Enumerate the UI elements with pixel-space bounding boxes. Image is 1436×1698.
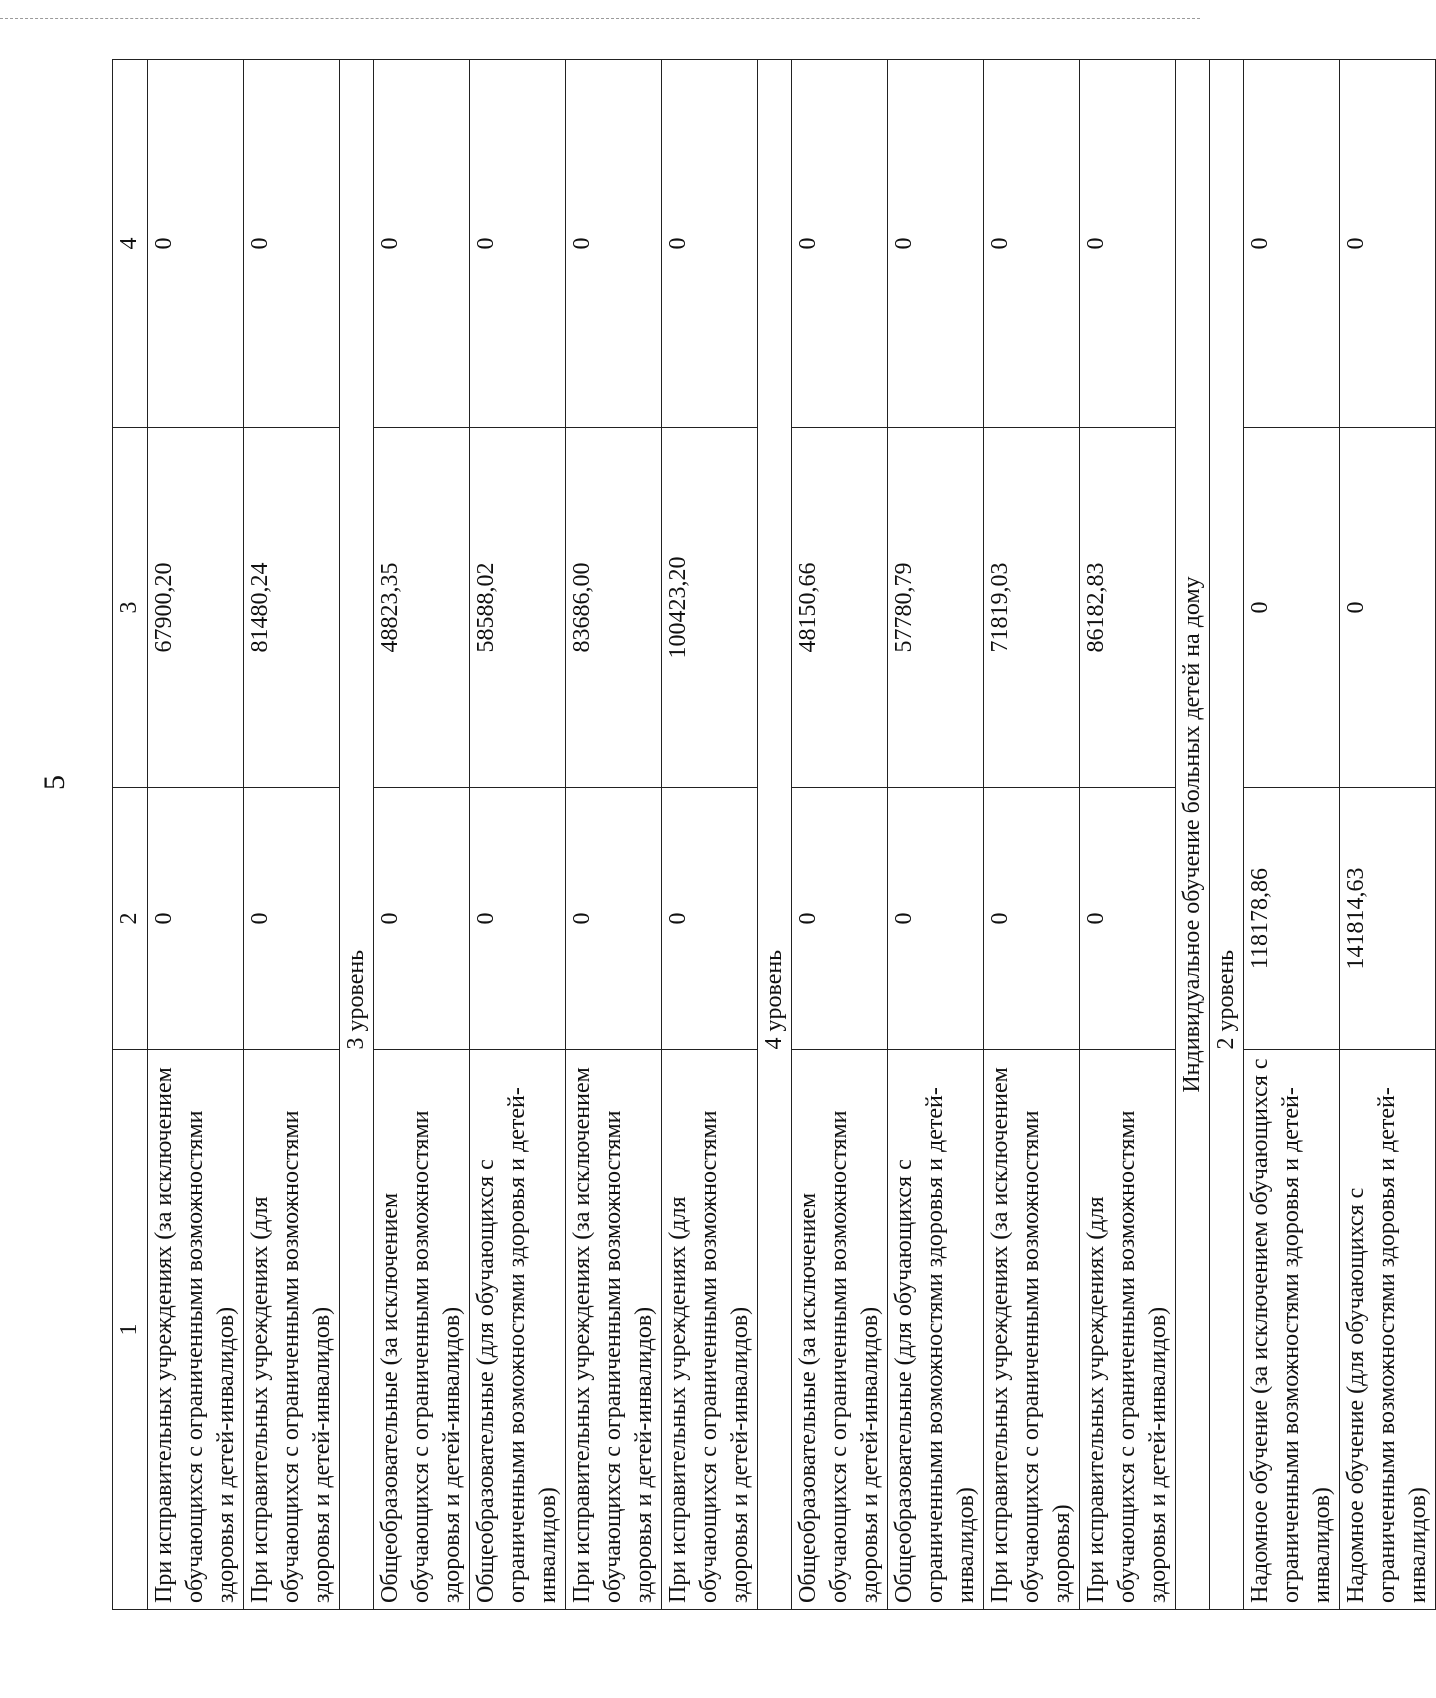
table-row <box>1080 60 1176 1610</box>
rotated-table-container <box>112 60 1431 1610</box>
value-cell-col4: 0 <box>888 60 984 428</box>
category-label-cell: Индивидуальное обучение больных детей на дому <box>1176 60 1210 1610</box>
row-label-cell: Общеобразовательные (за исключением обучающихся с ограниченными возможностями здоровья и детей-инвалидов) <box>374 1050 470 1610</box>
table-row <box>888 60 984 1610</box>
value-cell-col2: 0 <box>148 788 244 1050</box>
table-body <box>113 60 1436 1610</box>
value-cell-col2: 0 <box>792 788 888 1050</box>
section-blank-cell <box>1210 1050 1244 1610</box>
value-cell-col2: 0 <box>470 788 566 1050</box>
section-label-cell: 2 уровень <box>1210 60 1244 1050</box>
row-label-cell: При исправительных учреждениях (для обучающихся с ограниченными возможностями здоровья и детей-инвалидов) <box>1080 1050 1176 1610</box>
value-cell-col4: 0 <box>1340 60 1436 428</box>
header-cell-4: 4 <box>113 60 148 428</box>
value-cell-col3: 100423,20 <box>662 428 758 788</box>
value-cell-col2: 118178,86 <box>1244 788 1340 1050</box>
value-cell-col2: 0 <box>244 788 340 1050</box>
table-row <box>244 60 340 1610</box>
section-label-cell: 4 уровень <box>758 60 792 1050</box>
row-label-cell: Надомное обучение (за исключением обучающихся с ограниченными возможностями здоровья и детей-инвалидов) <box>1244 1050 1340 1610</box>
value-cell-col4: 0 <box>148 60 244 428</box>
value-cell-col4: 0 <box>470 60 566 428</box>
value-cell-col3: 57780,79 <box>888 428 984 788</box>
value-cell-col3: 0 <box>1244 428 1340 788</box>
page-number: 5 <box>38 775 71 790</box>
table-row <box>662 60 758 1610</box>
value-cell-col2: 0 <box>984 788 1080 1050</box>
value-cell-col3: 86182,83 <box>1080 428 1176 788</box>
table-row <box>792 60 888 1610</box>
table-row <box>374 60 470 1610</box>
value-cell-col3: 0 <box>1340 428 1436 788</box>
row-label-cell: При исправительных учреждениях (для обучающихся с ограниченными возможностями здоровья и детей-инвалидов) <box>662 1050 758 1610</box>
level-section-row <box>340 60 374 1610</box>
level-section-row <box>758 60 792 1610</box>
row-label-cell: При исправительных учреждениях (за исключением обучающихся с ограниченными возможностями здоровья и детей-инвалидов) <box>148 1050 244 1610</box>
row-label-cell: При исправительных учреждениях (для обучающихся с ограниченными возможностями здоровья и детей-инвалидов) <box>244 1050 340 1610</box>
category-section-row <box>1176 60 1210 1610</box>
value-cell-col2: 0 <box>374 788 470 1050</box>
value-cell-col3: 81480,24 <box>244 428 340 788</box>
value-cell-col4: 0 <box>792 60 888 428</box>
value-cell-col2: 0 <box>566 788 662 1050</box>
value-cell-col4: 0 <box>566 60 662 428</box>
level-section-row <box>1210 60 1244 1610</box>
value-cell-col3: 48823,35 <box>374 428 470 788</box>
cost-table <box>112 59 1436 1610</box>
header-cell-3: 3 <box>113 428 148 788</box>
value-cell-col4: 0 <box>662 60 758 428</box>
section-blank-cell <box>340 1050 374 1610</box>
table-row <box>1244 60 1340 1610</box>
table-row <box>566 60 662 1610</box>
value-cell-col2: 0 <box>888 788 984 1050</box>
value-cell-col2: 141814,63 <box>1340 788 1436 1050</box>
row-label-cell: При исправительных учреждениях (за исключением обучающихся с ограниченными возможностями здоровья и детей-инвалидов) <box>566 1050 662 1610</box>
row-label-cell: Общеобразовательные (для обучающихся с ограниченными возможностями здоровья и детей-инвалидов) <box>470 1050 566 1610</box>
header-cell-2: 2 <box>113 788 148 1050</box>
value-cell-col3: 48150,66 <box>792 428 888 788</box>
table-row <box>470 60 566 1610</box>
value-cell-col4: 0 <box>1080 60 1176 428</box>
value-cell-col2: 0 <box>1080 788 1176 1050</box>
value-cell-col2: 0 <box>662 788 758 1050</box>
value-cell-col3: 58588,02 <box>470 428 566 788</box>
row-label-cell: Надомное обучение (для обучающихся с ограниченными возможностями здоровья и детей-инвалидов) <box>1340 1050 1436 1610</box>
value-cell-col4: 0 <box>1244 60 1340 428</box>
row-label-cell: Общеобразовательные (для обучающихся с ограниченными возможностями здоровья и детей-инвалидов) <box>888 1050 984 1610</box>
table-row <box>148 60 244 1610</box>
scan-top-edge <box>0 18 1200 19</box>
value-cell-col4: 0 <box>244 60 340 428</box>
value-cell-col4: 0 <box>984 60 1080 428</box>
section-label-cell: 3 уровень <box>340 60 374 1050</box>
row-label-cell: При исправительных учреждениях (за исключением обучающихся с ограниченными возможностями здоровья) <box>984 1050 1080 1610</box>
value-cell-col3: 67900,20 <box>148 428 244 788</box>
value-cell-col4: 0 <box>374 60 470 428</box>
section-blank-cell <box>758 1050 792 1610</box>
table-row <box>984 60 1080 1610</box>
table-row <box>1340 60 1436 1610</box>
value-cell-col3: 71819,03 <box>984 428 1080 788</box>
value-cell-col3: 83686,00 <box>566 428 662 788</box>
row-label-cell: Общеобразовательные (за исключением обучающихся с ограниченными возможностями здоровья и детей-инвалидов) <box>792 1050 888 1610</box>
table-header-row <box>113 60 148 1610</box>
header-cell-1: 1 <box>113 1050 148 1610</box>
